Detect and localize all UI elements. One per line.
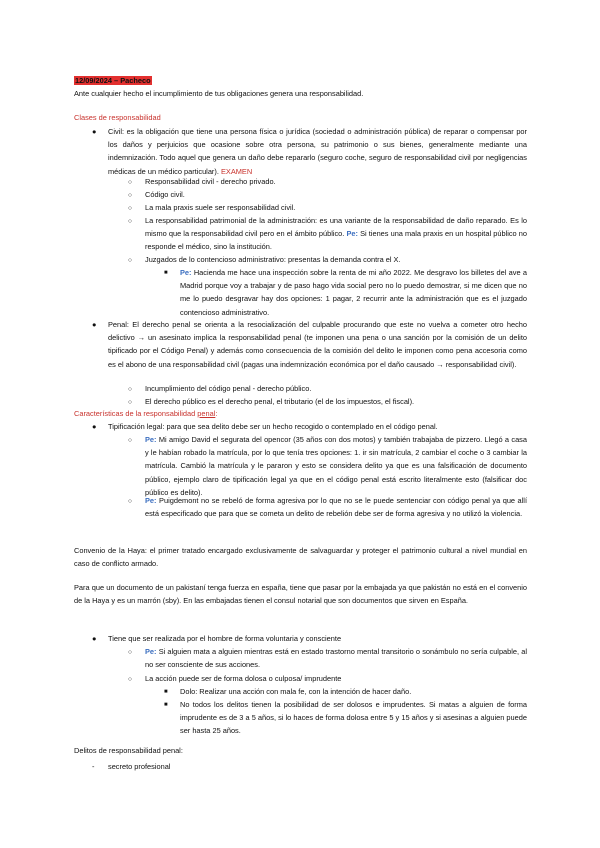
- dolo-item: Dolo: Realizar una acción con mala fe, con la intención de hacer daño.: [180, 687, 412, 696]
- circle-bullet-icon: ○: [128, 676, 132, 683]
- civil-label: Civil: [108, 127, 122, 136]
- delitos-item-1: secreto profesional: [108, 762, 171, 771]
- circle-bullet-icon: ○: [128, 205, 132, 212]
- patrimonial-text: La responsabilidad patrimonial de la administración: es una variante de la responsabilidad de daño reparado. Es lo mismo que la responsabilidad civil pero en el ámbito público.: [145, 216, 527, 239]
- square-bullet-icon: ■: [164, 689, 168, 695]
- pe3-text: Si alguien mata a alguien mientras está en estado trastorno mental transitorio o sonámbulo no sería culpable, al no ser consciente de sus acciones.: [145, 647, 527, 670]
- penal-label: Penal: [108, 320, 127, 329]
- civil-sub-3: La mala praxis suele ser responsabilidad civil.: [145, 203, 296, 212]
- circle-bullet-icon: ○: [128, 218, 132, 225]
- pe2-text: Puigdemont no se rebeló de forma agresiva por lo que no se le puede sentenciar con código penal ya que allí está especificado que para que se cometa un delito de rebelión debe ser de forma agresiva y no utilizó la violencia.: [145, 496, 528, 519]
- penal-sub-2: El derecho público es el derecho penal, el tributario (el de los impuestos, el fiscal).: [145, 397, 415, 406]
- penal-text: : El derecho penal se orienta a la resocialización del culpable procurando que este no vuelva a cometer otro hecho delictivo → un asesinato implica la responsabilidad penal (te imponen una pena o una sanción por la comisión de un delito tipificado por el Código Penal) y además como consecuencia de la comisión del delito le imponen como pena accesoria como es el abono de una responsabilidad civil (pagas una indemnización económica por el daño causado → responsabilidad civil).: [108, 320, 527, 369]
- patrimonial-pe-text: Si tienes una mala praxis en un hospital público no responde el médico, sino la institución.: [145, 229, 527, 252]
- bullet-icon: ●: [92, 422, 97, 431]
- pe3-item: [145, 645, 527, 671]
- patrimonial-pe-label: Pe:: [346, 229, 358, 239]
- square-bullet-icon: ■: [164, 270, 168, 276]
- bullet-icon: ●: [92, 634, 97, 643]
- patrimonial-item: [145, 214, 527, 254]
- penal-item: [108, 318, 527, 371]
- civil-text: : es la obligación que tiene una persona física o jurídica (sociedad o administración pública) de reparar o compensar por los daños y perjuicios que ocasione sobre otra persona, su patrimonio o sus bienes, generalmente mediante una indemnización. Todo aquel que genera un daño debe repararlo (seguro coche, seguro de responsabilidad civil por negligencias médicas de un médico particular).: [108, 127, 527, 176]
- circle-bullet-icon: ○: [128, 437, 132, 444]
- accion-item: La acción puede ser de forma dolosa o culposa/ imprudente: [145, 674, 342, 683]
- pe2-label: Pe:: [145, 496, 157, 505]
- square-bullet-icon: ■: [164, 702, 168, 708]
- civil-sub-2: Código civil.: [145, 190, 185, 199]
- pe3-label: Pe:: [145, 647, 157, 656]
- pe2-item: [145, 494, 527, 520]
- circle-bullet-icon: ○: [128, 498, 132, 505]
- circle-bullet-icon: ○: [128, 257, 132, 264]
- hombre-item: Tiene que ser realizada por el hombre de forma voluntaria y consciente: [108, 634, 342, 643]
- dash-bullet-icon: -: [92, 762, 95, 771]
- delitos-title: Delitos de responsabilidad penal:: [74, 746, 183, 755]
- tipificacion-item: Tipificación legal: para que sea delito debe ser un hecho recogido o contemplado en el código penal.: [108, 422, 438, 431]
- intro-text: Ante cualquier hecho el incumplimiento de tus obligaciones genera una responsabilidad.: [74, 89, 364, 98]
- circle-bullet-icon: ○: [128, 386, 132, 393]
- circle-bullet-icon: ○: [128, 192, 132, 199]
- penal-sub-1: Incumplimiento del código penal - derecho público.: [145, 384, 312, 393]
- pe1-label: Pe:: [145, 435, 157, 444]
- hacienda-text: Hacienda me hace una inspección sobre la renta de mi año 2022. Me desgravo los billetes del ave a Madrid porque voy a trabajar y de paso hago vida social pero no lo puedo demostrar, si me dicen que no me lo puedo desgravar hay dos opciones: 1 pagar, 2 recurrir ante la administración que es el juzgado contencioso administrativo.: [180, 268, 527, 317]
- circle-bullet-icon: ○: [128, 649, 132, 656]
- civil-sub-1: Responsabilidad civil - derecho privado.: [145, 177, 276, 186]
- section-title-clases: Clases de responsabilidad: [74, 113, 161, 122]
- convenio-paragraph: Convenio de la Haya: el primer tratado encargado exclusivamente de salvaguardar y proteger el patrimonio cultural a nivel mundial en caso de conflicto armado.: [74, 546, 527, 569]
- examen-tag: EXAMEN: [220, 166, 253, 176]
- hacienda-pe-label: Pe:: [180, 268, 192, 277]
- date-heading: 12/09/2024 – Pacheco: [75, 76, 151, 85]
- hacienda-item: [180, 266, 527, 319]
- bullet-icon: ●: [92, 127, 97, 136]
- section-title-caracteristicas: Características de la responsabilidad penal:: [74, 409, 218, 418]
- juzgados-item: Juzgados de lo contencioso administrativo: presentas la demanda contra el X.: [145, 255, 401, 264]
- delitos-dolosos-item: No todos los delitos tienen la posibilidad de ser dolosos e imprudentes. Si matas a alguien de forma imprudente es de 3 a 5 años, si lo haces de forma dolosa entre 5 y 15 años y si asesinas a alguien puede ser hasta 25 años.: [180, 700, 527, 736]
- pe1-text: Mi amigo David el segurata del opencor (35 años con dos motos) y también trabajaba de pizzero. Llegó a casa y le habían robado la matrícula, por lo que tenía tres opciones: 1. ir sin matrícula, 2 cambiar el coche o 3 cambiar la matrícula. Cambió la matrícula y le pararon y esto se considera delito ya que es una falsificación de documento público, ejemplo claro de tipificación legal ya que en el código penal está escrito literalmente esto (falsificar doc público es delito).: [145, 435, 527, 497]
- date-heading-line: [74, 74, 527, 87]
- circle-bullet-icon: ○: [128, 179, 132, 186]
- circle-bullet-icon: ○: [128, 399, 132, 406]
- pe1-item: [145, 433, 527, 499]
- documento-paragraph: Para que un documento de un pakistaní tenga fuerza en españa, tiene que pasar por la embajada ya que pakistán no está en el convenio de la Haya y es un marrón (sby). En las embajadas tienen el consul notarial que son documentos que sirven en España.: [74, 583, 527, 606]
- civil-item: [108, 125, 527, 178]
- bullet-icon: ●: [92, 320, 97, 329]
